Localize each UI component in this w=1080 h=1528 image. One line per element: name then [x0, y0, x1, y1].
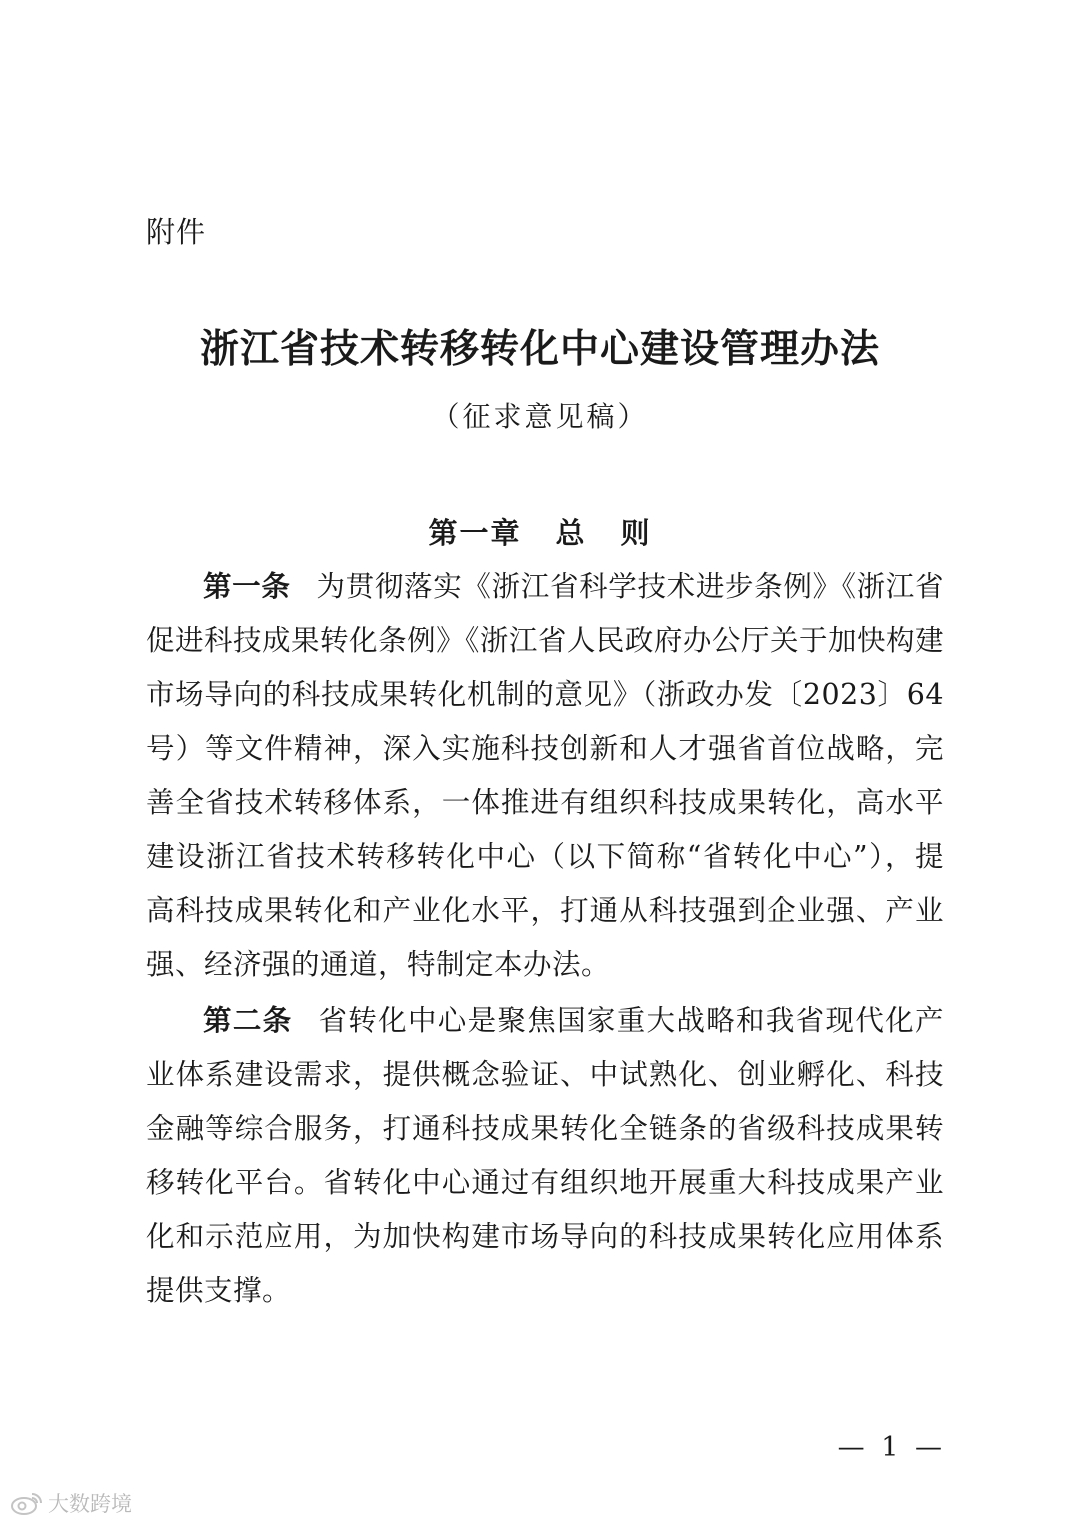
chapter-title-char-2: 则 — [620, 516, 652, 550]
watermark-text: 大数跨境 — [48, 1492, 132, 1516]
attachment-label: 附件 — [146, 215, 207, 249]
article-2 — [146, 994, 944, 1318]
document-title: 浙江省技术转移转化中心建设管理办法 — [199, 327, 880, 372]
watermark — [10, 1488, 132, 1518]
article-1 — [146, 560, 944, 992]
article-1-label: 第一条 — [203, 570, 291, 603]
article-1-text: 为贯彻落实《浙江省科学技术进步条例》《浙江省促进科技成果转化条例》《浙江省人民政府办公厅关于加快构建市场导向的科技成果转化机制的意见》（浙政办发〔2023〕64号）等文件精神，深入实施科技创新和人才强省首位战略，完善全省技术转移体系，一体推进有组织科技成果转化，高水平建设浙江省技术转移转化中心（以下简称“省转化中心”），提高科技成果转化和产业化水平，打通从科技强到企业强、产业强、经济强的通道，特制定本办法。 — [146, 570, 944, 981]
article-2-text: 省转化中心是聚焦国家重大战略和我省现代化产业体系建设需求，提供概念验证、中试熟化、创业孵化、科技金融等综合服务，打通科技成果转化全链条的省级科技成果转移转化平台。省转化中心通过有组织地开展重大科技成果产业化和示范应用，为加快构建市场导向的科技成果转化应用体系提供支撑。 — [146, 1004, 944, 1307]
article-2-label: 第二条 — [203, 1004, 293, 1037]
chapter-number: 第一章 — [428, 516, 522, 550]
chapter-title-char-1: 总 — [555, 516, 587, 550]
chapter-heading — [0, 511, 1080, 552]
document-subtitle: （征求意见稿） — [431, 400, 649, 433]
page-number: — 1 — — [837, 1432, 946, 1463]
weibo-logo-icon — [10, 1490, 44, 1516]
